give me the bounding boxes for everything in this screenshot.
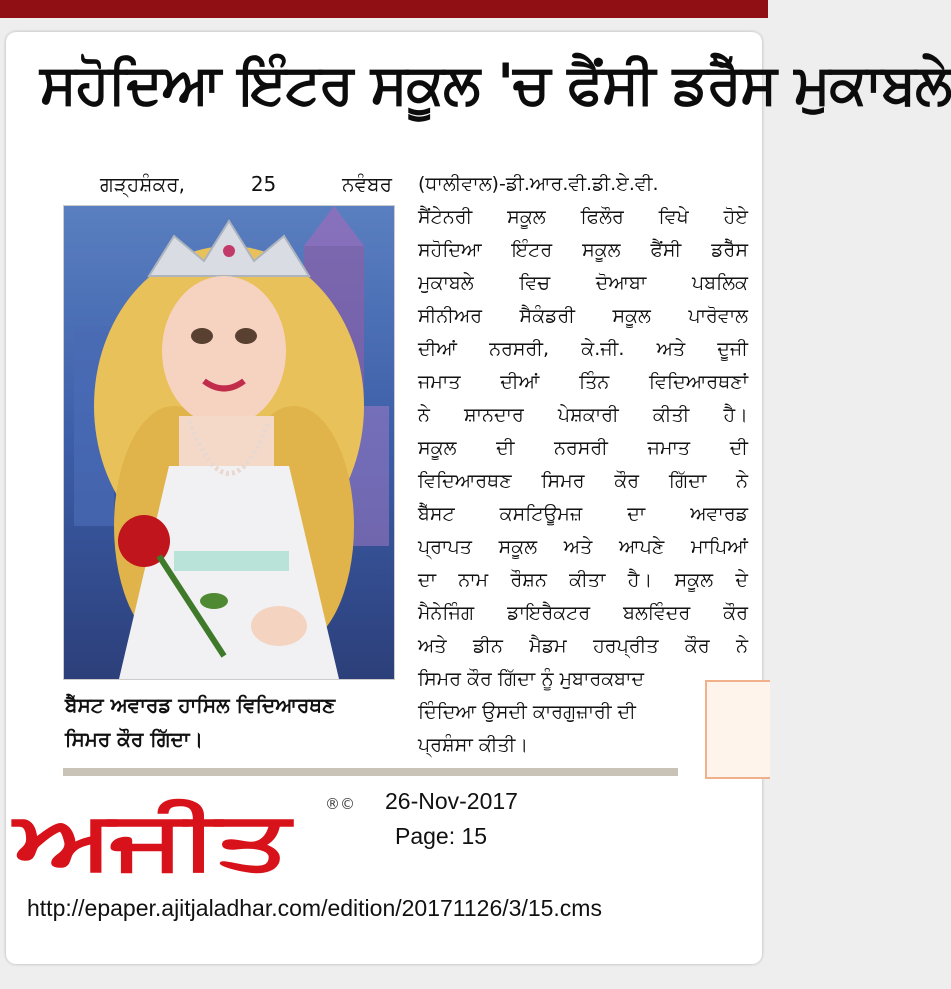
photo-caption bbox=[65, 688, 395, 756]
body-line: ਪ੍ਰਸ਼ੰਸਾ ਕੀਤੀ। bbox=[418, 734, 529, 756]
dateline-day: 25 bbox=[250, 172, 277, 196]
source-url: http://epaper.ajitjaladhar.com/edition/20171126/3/15.cms bbox=[27, 895, 602, 921]
body-line: ਸਿਮਰ ਕੌਰ ਗਿੱਦਾ ਨੂੰ ਮੁਬਾਰਕਬਾਦ bbox=[418, 668, 645, 690]
publication-date: 26-Nov-2017 bbox=[385, 788, 518, 814]
body-line: ਸੈਂਟੇਨਰੀ ਸਕੂਲ ਫਿਲੌਰ ਵਿਖੇ ਹੋਏ bbox=[418, 206, 748, 228]
news-photo bbox=[63, 205, 395, 680]
body-line: ਸਹੋਦਿਆ ਇੰਟਰ ਸਕੂਲ ਫੈਂਸੀ ਡਰੈੱਸ bbox=[418, 239, 748, 261]
photo-illustration bbox=[64, 206, 394, 679]
body-line: ਦੀਆਂ ਨਰਸਰੀ, ਕੇ.ਜੀ. ਅਤੇ ਦੂਜੀ bbox=[418, 338, 748, 360]
caption-line-1: ਬੈੱਸਟ ਅਵਾਰਡ ਹਾਸਿਲ ਵਿਦਿਆਰਥਣ bbox=[65, 693, 336, 717]
body-line: ਬੈੱਸਟ ਕਸਟਿਊਮਜ਼ ਦਾ ਅਵਾਰਡ bbox=[418, 503, 748, 525]
body-line: ਦਿੰਦਿਆ ਉਸਦੀ ਕਾਰਗੁਜ਼ਾਰੀ ਦੀ bbox=[418, 701, 636, 723]
body-line: ਦਾ ਨਾਮ ਰੌਸ਼ਨ ਕੀਤਾ ਹੈ। ਸਕੂਲ ਦੇ bbox=[418, 569, 748, 591]
trademark-marks: ®© bbox=[325, 795, 355, 813]
body-line: (ਧਾਲੀਵਾਲ)-ਡੀ.ਆਰ.ਵੀ.ਡੀ.ਏ.ਵੀ. bbox=[418, 173, 659, 195]
dateline-month: ਨਵੰਬਰ bbox=[342, 172, 392, 196]
caption-line-2: ਸਿਮਰ ਕੌਰ ਗਿੱਦਾ। bbox=[65, 727, 204, 751]
dateline-place: ਗੜ੍ਹਸ਼ੰਕਰ, bbox=[100, 172, 185, 196]
dateline bbox=[100, 172, 392, 196]
body-line: ਮੈਨੇਜਿੰਗ ਡਾਇਰੈਕਟਰ ਬਲਵਿੰਦਰ ਕੌਰ bbox=[418, 602, 748, 624]
body-line: ਅਤੇ ਡੀਨ ਮੈਡਮ ਹਰਪ੍ਰੀਤ ਕੌਰ ਨੇ bbox=[418, 635, 748, 657]
body-line: ਸਕੂਲ ਦੀ ਨਰਸਰੀ ਜਮਾਤ ਦੀ bbox=[418, 437, 748, 459]
body-line: ਜਮਾਤ ਦੀਆਂ ਤਿੰਨ ਵਿਦਿਆਰਥਣਾਂ bbox=[418, 371, 748, 393]
article-body bbox=[418, 168, 748, 762]
ajit-logo bbox=[14, 795, 364, 885]
adjacent-photo-strip bbox=[63, 768, 678, 776]
publication-page: Page: 15 bbox=[395, 823, 488, 849]
top-bar bbox=[0, 0, 768, 18]
adjacent-ad-box bbox=[705, 680, 770, 779]
body-line: ਵਿਦਿਆਰਥਣ ਸਿਮਰ ਕੌਰ ਗਿੱਦਾ ਨੇ bbox=[418, 470, 748, 492]
body-line: ਨੇ ਸ਼ਾਨਦਾਰ ਪੇਸ਼ਕਾਰੀ ਕੀਤੀ ਹੈ। bbox=[418, 404, 748, 426]
logo-text: ਅਜੀਤ bbox=[14, 793, 286, 887]
body-line: ਸੀਨੀਅਰ ਸੈਕੰਡਰੀ ਸਕੂਲ ਪਾਰੋਵਾਲ bbox=[418, 305, 748, 327]
headline: ਸਹੋਦਿਆ ਇੰਟਰ ਸਕੂਲ 'ਚ ਫੈਂਸੀ ਡਰੈੱਸ ਮੁਕਾਬਲੇ bbox=[40, 52, 951, 116]
body-line: ਮੁਕਾਬਲੇ ਵਿਚ ਦੋਆਬਾ ਪਬਲਿਕ bbox=[418, 272, 748, 294]
body-line: ਪ੍ਰਾਪਤ ਸਕੂਲ ਅਤੇ ਆਪਣੇ ਮਾਪਿਆਂ bbox=[418, 536, 748, 558]
